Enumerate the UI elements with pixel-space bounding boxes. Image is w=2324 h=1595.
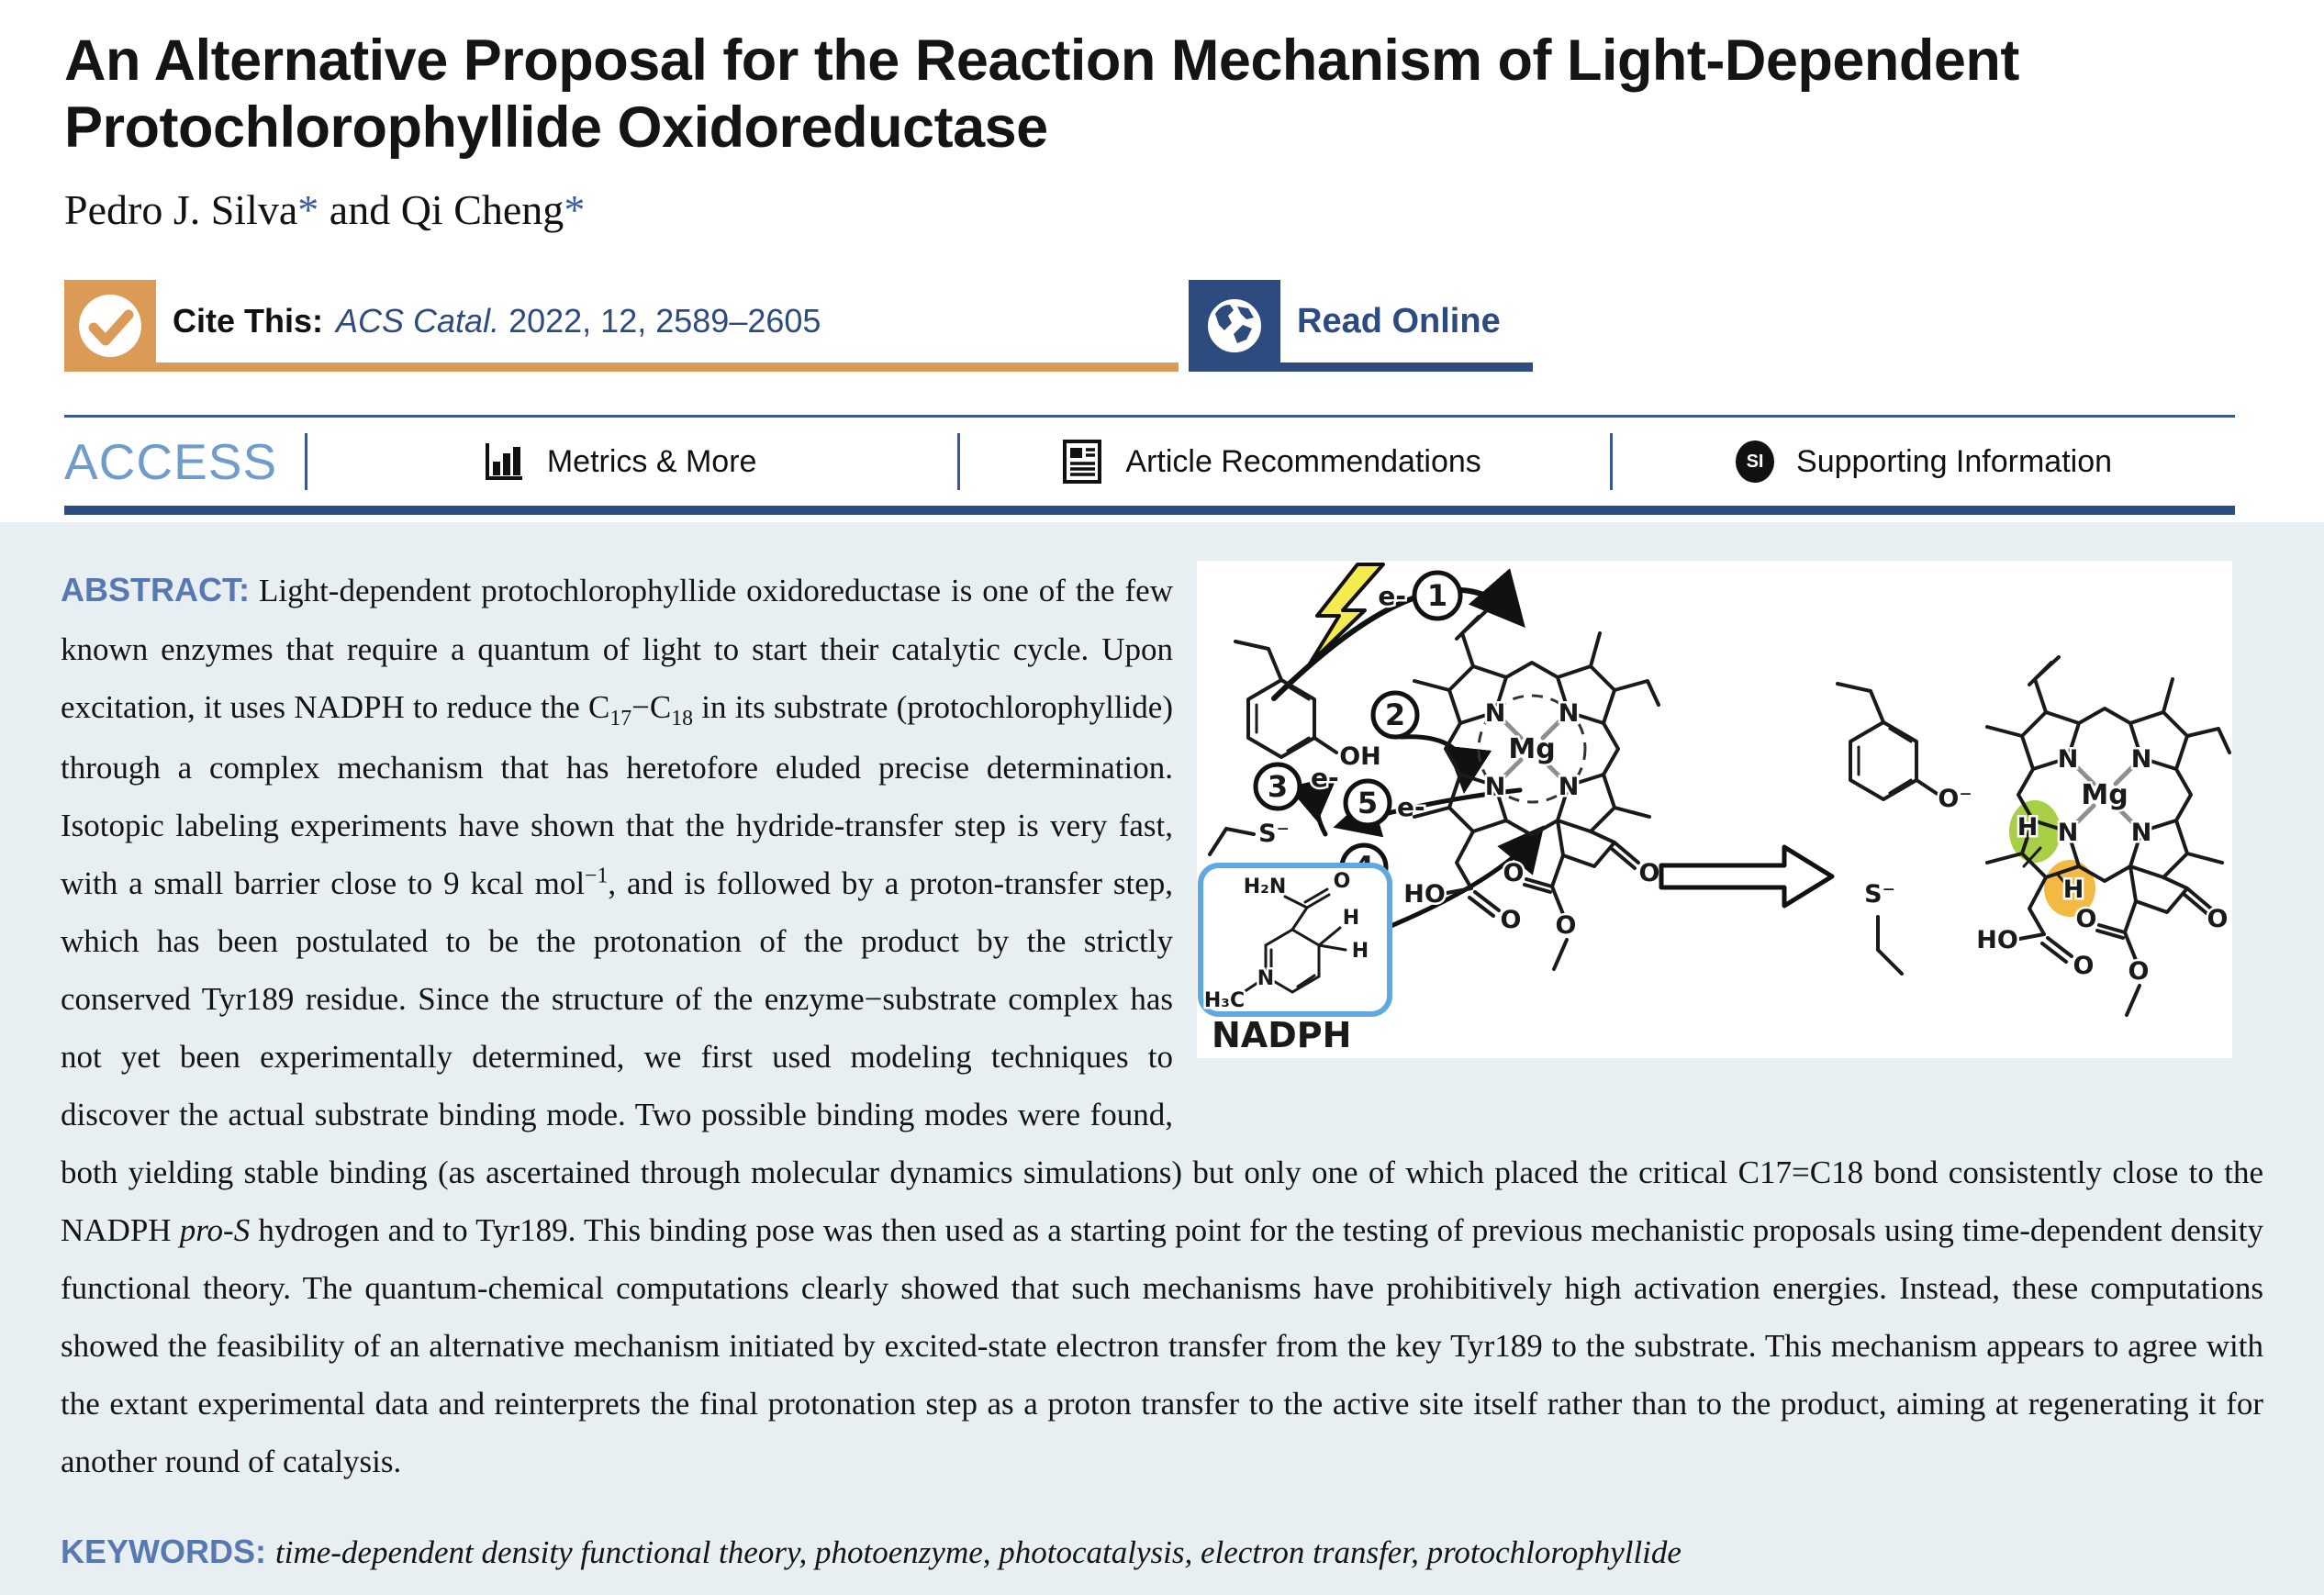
globe-icon-box [1189, 280, 1280, 372]
graphical-abstract-svg [1197, 561, 2232, 1058]
reaction-arrow [1661, 847, 1832, 906]
author-separator: and [318, 186, 401, 234]
citation-detail: 2022, 12, 2589–2605 [499, 302, 821, 340]
hydride-label: H [1351, 940, 1369, 964]
thiolate-bonds [1210, 829, 1254, 854]
subscript-17: 17 [609, 706, 632, 731]
keywords-label: KEYWORDS: [61, 1532, 266, 1570]
cite-this-text: Cite This: [173, 302, 324, 340]
badge-gap [1179, 280, 1189, 372]
step-2: 2 [1384, 697, 1406, 733]
access-link[interactable]: ACCESS [64, 433, 278, 491]
chlorophyllide-structure [1987, 657, 2229, 917]
oxygen-label: O [1555, 911, 1577, 941]
keywords-line [61, 1523, 2263, 1580]
author-line [64, 185, 2263, 234]
electron-label: e- [1378, 581, 1406, 612]
magnesium-label: Mg [1508, 733, 1556, 766]
supporting-information-link[interactable] [1613, 441, 2235, 483]
recommendations-label: Article Recommendations [1125, 443, 1481, 479]
thiolate-label: S⁻ [1864, 880, 1895, 909]
read-online-badge[interactable] [1189, 280, 1533, 372]
pro-s-italic: pro-S [179, 1211, 251, 1248]
step-3: 3 [1267, 769, 1289, 805]
author-2: Qi Cheng [400, 186, 564, 234]
author-1: Pedro J. Silva [64, 186, 298, 234]
carboxyl-label: HO [1403, 880, 1446, 909]
step-5: 5 [1357, 786, 1379, 821]
nitrogen-label: N [2057, 745, 2079, 775]
carboxyl-label: HO [1976, 926, 2018, 955]
oxygen-label: O [1500, 906, 1522, 935]
abstract-text-2: in its substrate (protochlorophyllide) through a complex mechanism that has heretofore eluded precise determination. Isotopic labeling experiments have shown that the hydride-transfer step is very fast, with a small barrier close to 9 kcal mol [61, 688, 1173, 901]
abstract-text-1: Light-dependent protochlorophyllide oxidoreductase is one of the few known enzymes that require a quantum of light to start their catalytic cycle. Upon excitation, it uses NADPH to reduce the C [61, 573, 1173, 725]
nadph-box [1201, 865, 1390, 1014]
added-hydrogen-label: H [2017, 813, 2039, 842]
hydroxyl-label: OH [1339, 742, 1381, 772]
article-recommendations-link[interactable] [960, 439, 1582, 485]
abstract-label: ABSTRACT: [61, 571, 250, 609]
article-toolbar [64, 418, 2235, 506]
nitrogen-label: N [1257, 967, 1275, 991]
oxygen-label: O [1503, 859, 1525, 888]
page-title: An Alternative Proposal for the Reaction Mechanism of Light-Dependent Protochlorophyllide Oxidoreductase [64, 28, 2019, 161]
section-divider-bar [64, 506, 2235, 515]
nitrogen-label: N [2057, 819, 2079, 848]
electron-label: e- [1311, 763, 1339, 794]
citation-reference [336, 302, 821, 340]
metrics-and-more-link[interactable] [307, 440, 930, 484]
supporting-label: Supporting Information [1796, 443, 2113, 479]
abstract-text-3: , and is followed by a proton-transfer step, which has been postulated to be the protonation of the product by the strictly conserved Tyr189 residue. Since the structure of the enzyme−substrate complex has not yet been experimentally determined, we first used modeling techniques to discover the actual substrate binding mode. Two possible binding modes were found, both yielding stable binding (as ascertained through molecular dynamics simulations) but only one of which placed the critical C17=C18 bond consistently close to the NADPH [61, 864, 2263, 1248]
journal-name: ACS Catal. [336, 302, 500, 340]
nitrogen-label: N [1558, 699, 1580, 729]
si-badge-icon: SI [1736, 441, 1774, 483]
thiolate-bonds [1878, 917, 1902, 974]
product-side-chains [1976, 866, 2228, 1015]
nitrogen-label: N [1558, 773, 1580, 802]
subscript-18: 18 [671, 706, 693, 731]
read-online-label[interactable] [1280, 280, 1533, 372]
abstract-text-4: hydrogen and to Tyr189. This binding pose was then used as a starting point for the testing of previous mechanistic proposals using time-dependent density functional theory. The quantum-chemical computations clearly showed that such mechanisms have prohibitively high activation energies. Instead, these computations showed the feasibility of an alternative mechanism initiated by excited-state electron transfer from the key Tyr189 to the substrate. This mechanism appears to agree with the extant experimental data and reinterprets the final protonation step as a proton transfer to the active site itself rather than to the product, aiming at regenerating it for another round of catalysis. [61, 1211, 2263, 1479]
added-hydrogen-label: H [2062, 876, 2084, 905]
cite-this-badge[interactable] [64, 280, 1179, 372]
oxygen-label: O [1333, 870, 1351, 894]
phenolate-label: O⁻ [1938, 785, 1972, 814]
graphical-abstract [1197, 561, 2232, 1058]
electron-label: e- [1397, 792, 1425, 823]
keywords-text: time-dependent density functional theory, photoenzyme, photocatalysis, electron transfer, protochlorophyllide [275, 1534, 1682, 1570]
abstract-text-dash: −C [631, 688, 672, 725]
nitrogen-label: N [2130, 745, 2152, 775]
oxygen-label: O [1638, 859, 1660, 888]
metrics-label: Metrics & More [546, 443, 757, 479]
superscript-minus1: −1 [585, 864, 609, 888]
nitrogen-label: N [2130, 819, 2152, 848]
hydride-label: H [1342, 907, 1360, 931]
nitrogen-label: N [1484, 699, 1506, 729]
tyrosinate-phenolate [1838, 684, 1939, 799]
methyl-label: H₃C [1203, 989, 1246, 1013]
citation-row [64, 280, 2324, 372]
globe-icon [1202, 294, 1267, 358]
magnesium-label: Mg [2081, 779, 2128, 812]
nadph-caption: NADPH [1212, 1015, 1352, 1056]
oxygen-label: O [2075, 905, 2097, 934]
lightning-bolt-icon [1310, 564, 1383, 664]
step-1: 1 [1426, 578, 1448, 614]
check-circle-icon [77, 293, 143, 359]
corresponding-author-asterisk[interactable]: * [564, 186, 586, 234]
protochlorophyllide-structure [1414, 611, 1659, 835]
bar-chart-icon [481, 440, 525, 484]
article-header [0, 0, 2324, 234]
thiolate-label: S⁻ [1258, 820, 1290, 849]
abstract-section [0, 522, 2324, 1595]
nitrogen-label: N [1484, 773, 1506, 802]
cite-check-icon [64, 280, 156, 372]
cite-this-label[interactable] [156, 280, 1179, 372]
corresponding-author-asterisk[interactable]: * [297, 186, 319, 234]
oxygen-label: O [2207, 905, 2229, 934]
amide-label: H₂N [1243, 876, 1287, 899]
article-icon [1061, 439, 1103, 485]
oxygen-label: O [2073, 952, 2095, 981]
read-online-text: Read Online [1297, 301, 1501, 340]
oxygen-label: O [2128, 957, 2150, 987]
